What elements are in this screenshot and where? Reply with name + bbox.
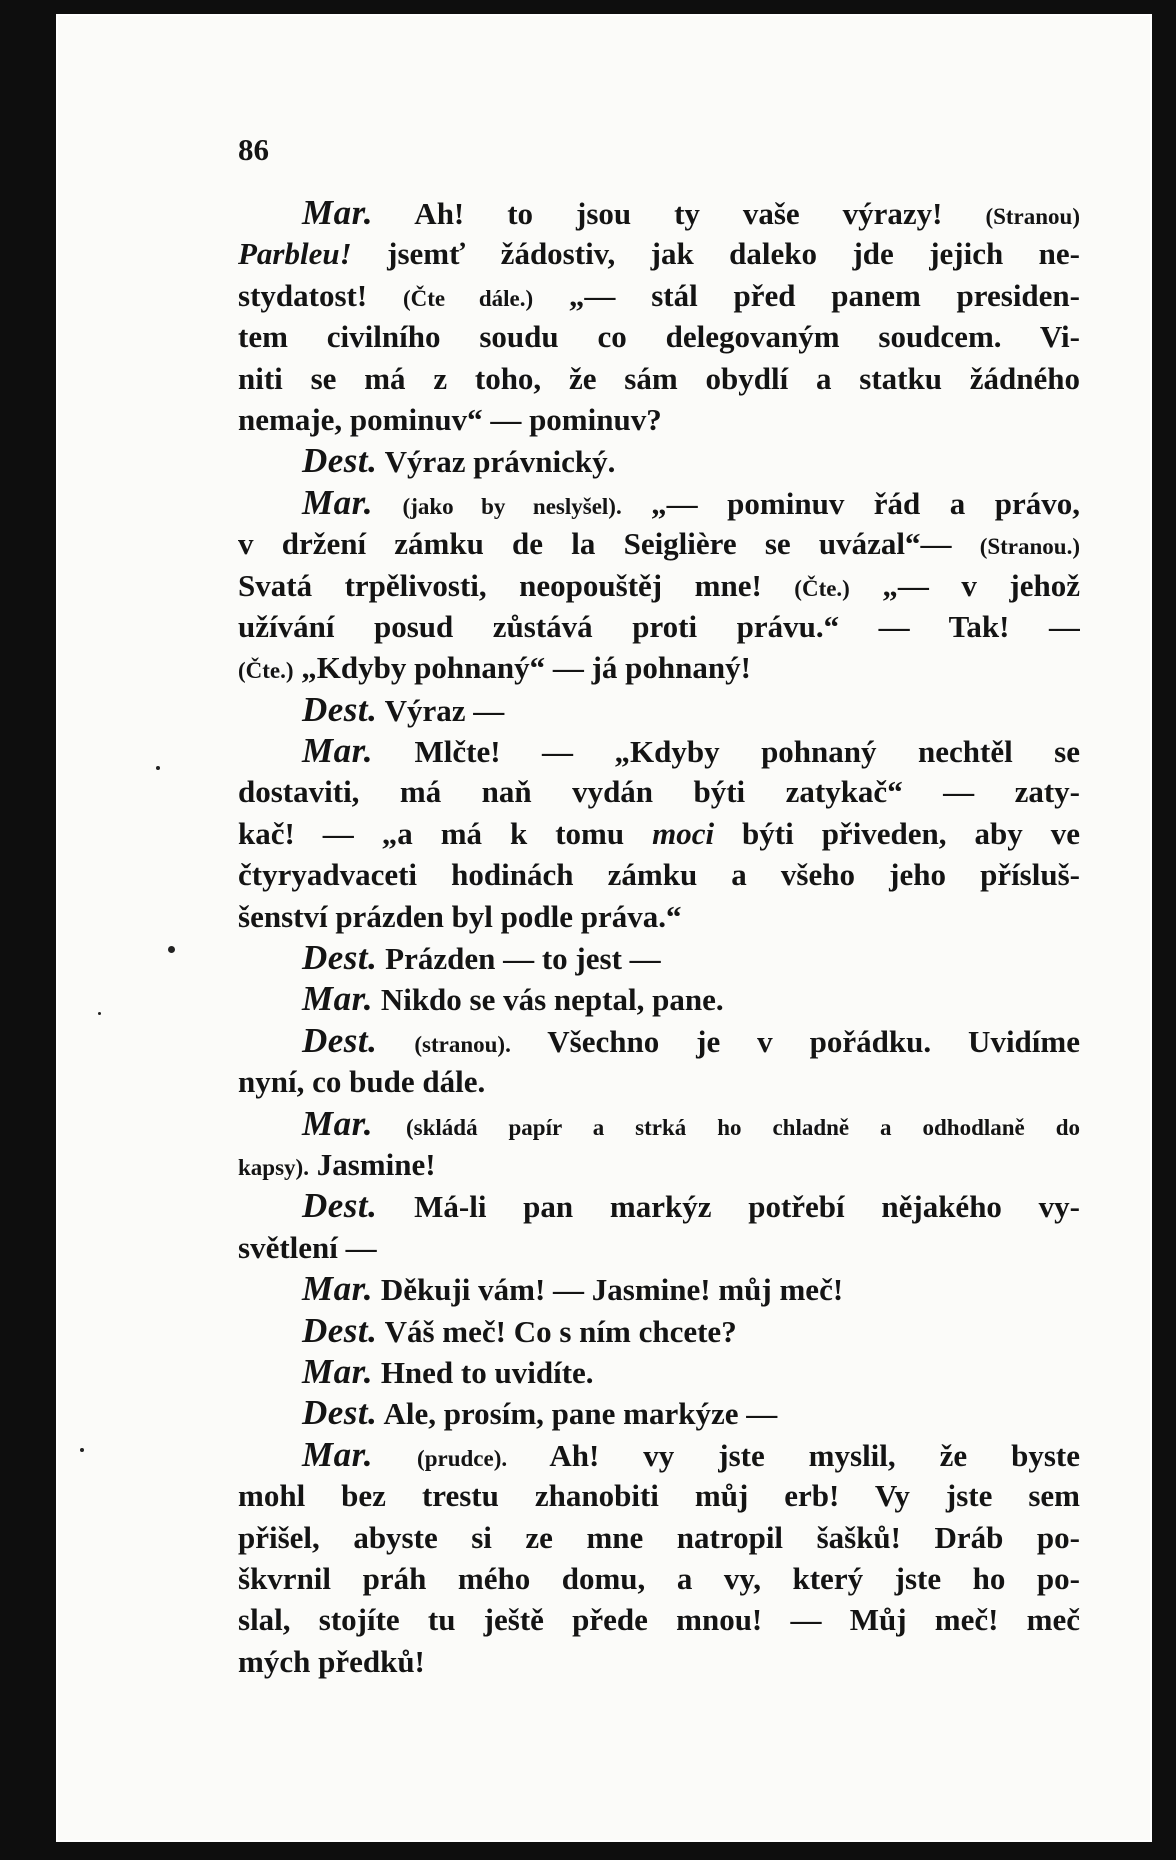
speaker-name: Mar. xyxy=(302,1351,374,1391)
page-number: 86 xyxy=(238,132,269,167)
text-line xyxy=(238,730,1080,771)
scan-border-bottom xyxy=(0,1842,1176,1860)
line-text: v držení zámku de la Seiglière se uvázal“— xyxy=(238,526,980,562)
stage-direction: (jako by neslyšel). xyxy=(402,493,622,519)
line-text: mých předků! xyxy=(238,1643,425,1679)
line-text: světlení — xyxy=(238,1229,377,1265)
speaker-name: Mar. xyxy=(302,1434,374,1474)
text-line xyxy=(238,358,1080,399)
text-line xyxy=(238,1227,1080,1268)
line-text: Výraz právnický. xyxy=(377,444,616,480)
speaker-name: Mar. xyxy=(302,731,374,771)
line-text: Mlčte! — „Kdyby pohnaný nechtěl se xyxy=(373,734,1080,770)
text-line xyxy=(238,399,1080,440)
speaker-name: Dest. xyxy=(302,689,378,729)
line-text: Ah! to jsou ty vaše výrazy! xyxy=(373,196,986,231)
line-text xyxy=(377,1024,414,1059)
line-text: Jasmine! xyxy=(308,1146,436,1182)
line-text: Výraz — xyxy=(377,692,505,728)
line-text: dostaviti, má naň vydán býti zatykač“ — zaty- xyxy=(238,774,1080,810)
text-line xyxy=(238,1558,1080,1599)
text-line xyxy=(238,316,1080,357)
text-line xyxy=(238,606,1080,647)
line-text: kač! — „a má k tomu xyxy=(238,815,653,851)
text-line xyxy=(238,937,1080,978)
text-line xyxy=(238,813,1080,854)
line-text: „Kdyby pohnaný“ — já pohnaný! xyxy=(293,650,751,686)
speaker-name: Dest. xyxy=(302,441,378,481)
text-line xyxy=(238,1061,1080,1102)
stage-direction: kapsy). xyxy=(238,1154,309,1180)
line-text: Svatá trpělivosti, neopouštěj mne! xyxy=(238,567,795,603)
line-text: Váš meč! Co s ním chcete? xyxy=(377,1313,737,1349)
text-line xyxy=(238,1020,1080,1061)
line-text: slal, stojíte tu ještě přede mnou! — Můj meč! meč xyxy=(238,1602,1080,1638)
line-text: „— pominuv řád a právo, xyxy=(621,485,1080,521)
text-line xyxy=(238,482,1080,523)
speaker-name: Dest. xyxy=(302,1393,378,1433)
speaker-name: Dest. xyxy=(302,1310,378,1350)
line-text xyxy=(373,1438,417,1473)
stage-direction: (stranou). xyxy=(414,1031,511,1057)
italic-text: moci xyxy=(652,815,715,851)
line-text: nemaje, pominuv“ — pominuv? xyxy=(238,401,662,437)
text-line xyxy=(238,1185,1080,1226)
line-text: mohl bez trestu zhanobiti můj erb! Vy jste sem xyxy=(238,1478,1080,1514)
text-line xyxy=(238,854,1080,895)
stage-direction: (Stranou) xyxy=(985,204,1080,229)
speaker-name: Mar. xyxy=(302,1103,374,1143)
line-text: přišel, abyste si ze mne natropil šašků! Dráb po- xyxy=(238,1519,1080,1555)
page-body-text xyxy=(238,192,1080,1682)
line-text: „— v jehož xyxy=(849,567,1080,603)
line-text: býti přiveden, aby ve xyxy=(714,815,1080,851)
line-text: Má-li pan markýz potřebí nějakého vy- xyxy=(377,1189,1080,1225)
line-text: Děkuji vám! — Jasmine! můj meč! xyxy=(373,1272,844,1308)
ink-speck xyxy=(168,946,175,953)
stage-direction: (prudce). xyxy=(417,1445,508,1471)
line-text: šenství prázden byl podle práva.“ xyxy=(238,898,682,934)
text-line xyxy=(238,1599,1080,1640)
stage-direction: (Čte.) xyxy=(238,658,294,684)
line-text: škvrnil práh mého domu, a vy, který jste ho po- xyxy=(238,1560,1080,1596)
text-line xyxy=(238,1475,1080,1516)
line-text: Ale, prosím, pane markýze — xyxy=(377,1396,778,1432)
ink-speck xyxy=(156,766,160,770)
text-line xyxy=(238,689,1080,730)
text-line xyxy=(238,647,1080,688)
line-text: nyní, co bude dále. xyxy=(238,1064,486,1100)
line-text: tem civilního soudu co delegovaným soudcem. Vi- xyxy=(238,319,1080,355)
speaker-name: Dest. xyxy=(302,1020,378,1060)
text-line xyxy=(238,565,1080,606)
speaker-name: Mar. xyxy=(302,193,374,232)
line-text xyxy=(373,486,402,521)
line-text: Všechno je v pořádku. Uvidíme xyxy=(510,1023,1080,1059)
text-line xyxy=(238,1392,1080,1433)
line-text: Prázden — to jest — xyxy=(377,941,661,977)
text-line xyxy=(238,1351,1080,1392)
text-line xyxy=(238,1103,1080,1144)
speaker-name: Mar. xyxy=(302,482,374,522)
stage-direction: (Čte dále.) xyxy=(402,285,534,311)
line-text: Hned to uvidíte. xyxy=(373,1354,594,1390)
stage-direction: (Čte.) xyxy=(794,575,850,601)
text-line xyxy=(238,233,1080,274)
line-text: stydatost! xyxy=(238,277,403,313)
scan-border-top xyxy=(0,0,1176,14)
line-text: Ah! vy jste myslil, že byste xyxy=(507,1437,1080,1473)
text-line xyxy=(238,523,1080,564)
italic-text: Parbleu! xyxy=(238,236,352,272)
ink-speck xyxy=(80,1448,84,1452)
line-text: Nikdo se vás neptal, pane. xyxy=(373,982,724,1018)
line-text: čtyryadvaceti hodinách zámku a všeho jeho přísluš- xyxy=(238,857,1080,893)
text-line xyxy=(238,978,1080,1019)
text-line xyxy=(238,1144,1080,1185)
text-line xyxy=(238,192,1080,233)
text-line xyxy=(238,1641,1080,1682)
line-text xyxy=(373,1107,406,1142)
ink-speck xyxy=(98,1012,101,1015)
text-line xyxy=(238,275,1080,316)
text-line xyxy=(238,771,1080,812)
line-text: „— stál před panem presiden- xyxy=(533,277,1080,313)
line-text: niti se má z toho, že sám obydlí a statku žádného xyxy=(238,360,1080,396)
scan-border-left xyxy=(0,0,56,1860)
text-line xyxy=(238,1434,1080,1475)
speaker-name: Mar. xyxy=(302,1269,374,1309)
text-line xyxy=(238,1517,1080,1558)
speaker-name: Dest. xyxy=(302,938,378,978)
stage-direction: (Stranou.) xyxy=(979,534,1080,560)
stage-direction: (skládá papír a strká ho chladně a odhodlaně do xyxy=(406,1114,1080,1140)
speaker-name: Dest. xyxy=(302,1186,378,1226)
text-line xyxy=(238,896,1080,937)
line-text: užívání posud zůstává proti právu.“ — Tak! — xyxy=(238,608,1080,644)
line-text: jsemť žádostiv, jak daleko jde jejich ne- xyxy=(351,236,1080,272)
text-line xyxy=(238,1268,1080,1309)
text-line xyxy=(238,1310,1080,1351)
speaker-name: Mar. xyxy=(302,979,374,1019)
scan-border-right xyxy=(1152,0,1176,1860)
text-line xyxy=(238,440,1080,481)
